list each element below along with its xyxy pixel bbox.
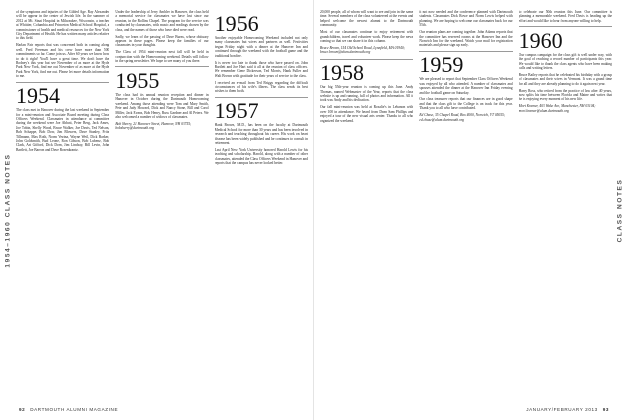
paragraph: of the symptoms and injuries of the Gilded Age. Ray Alexander will be appear in the center of Jewish life. In the summer of 2012 at Mt. Sinai Hospital in Milwaukee, Wisconsin, a teacher at Whittier, Columbia and Princeton Medical School Hospital, a commissioner of health and medical resources for the New York City Department of Health. He has written many articles relative to this field. (16, 10, 110, 41)
paragraph: I received an e-mail from Ted Briggs regarding the difficult circumstances of his wife's illness. The class sends its best wishes to them both. (214, 80, 308, 94)
divider (320, 59, 413, 60)
paragraph: Last April New York University honored Harold Lewis for his teaching and scholarship. Harold, along with a number of other classmates, attended the Class Officers Weekend in Hanover and reports that the campus has never looked better. (214, 148, 308, 166)
left-columns (16, 10, 308, 398)
paragraph: Most of our classmates continue to enjoy retirement with grandchildren, travel and volunteer work. Please keep the news coming so that we can share it in this column. (320, 30, 414, 43)
divider (419, 51, 512, 52)
class-secretary-contact: Bob Sherry, 21 Hanover Street, Hanover, NH 03755; bobsherry@dartmouth.org (115, 122, 192, 131)
right-columns (320, 10, 612, 398)
publication-date: JANUARY/FEBRUARY 2013 (526, 407, 598, 412)
paragraph: 20,000 people, all of whom will want to see and join in the same time. Several members of the class volunteered at the events and helped welcome the newest alumni to the Dartmouth community. (320, 10, 414, 28)
paragraph: Our big 55th-year reunion is coming up this June. Andy Thomas, named Webmaster of the Year, reports that the class website is up and running, full of photos and information. All it took was Andy and his dedication. (320, 85, 414, 103)
class-year-heading: 1958 (320, 60, 364, 86)
section-label-left: 1954–1960 CLASS NOTES (4, 152, 12, 268)
class-secretary-contact: Mort Kramer, 403 Wake Ave, Manchester, NH 03104; mort.kramer@alum.dartmouth.org (518, 104, 596, 113)
paragraph: to celebrate our 50th reunion this June. Our committee is planning a memorable weekend. Fred Davis is heading up the effort and would like to hear from anyone willing to help. (518, 10, 612, 23)
column-6 (519, 10, 612, 398)
divider (519, 26, 612, 27)
right-page (314, 0, 628, 420)
paragraph: The Class of 1954 mini-reunion next fall will be held in conjunction with the Homecoming weekend. Details will follow in the spring newsletter. We hope to see many of you there. (115, 50, 209, 64)
publication-name: DARTMOUTH ALUMNI MAGAZINE (30, 407, 119, 412)
class-year-heading: 1960 (518, 27, 563, 53)
class-secretary-contact: Ed Chase, 35 Chapel Road, Box 4000, Norwich, VT 05055; ed.chase@alum.dartmouth.org (419, 113, 506, 122)
column-4 (320, 10, 413, 398)
paragraph: Our campus campaign for the class gift is well under way, with the goal of reaching a record number of participants this year. We would like to thank the class agents who have been making calls and writing letters. (518, 52, 612, 71)
paragraph: Sadly, we learn of the passing of Dave Burns, whose obituary appears in these pages. Please keep the families of our classmates in your thoughts. (115, 34, 209, 48)
class-secretary-contact: Bruce Brown, 154 Old School Road, Lynnfield, MA 01940; bruce.brown@alum.dartmouth.org (320, 45, 405, 55)
paragraph: Harlan Fair reports that was concerned both in coming along well. Fred Freeman and his crew have more than 500 commitments so far. Come join us. After 60 years we know how to do it right! You'll have a great time. We don't have the Rodney's this year but see November of as more at the Hyde Park New York, find me out November of as more at the Hyde Park New York, find me out. Please let more details information to me. (16, 43, 110, 79)
class-year-heading: 1956 (214, 11, 259, 36)
column-5 (419, 10, 512, 398)
class-year-heading: 1957 (214, 98, 259, 124)
paragraph: it not now needed and the conference planned with Dartmouth students. Classmates Dick Rowe and Norm Lewis helped with planning. We are hoping to welcome our classmates back for our 55th. (419, 10, 513, 28)
divider (215, 97, 308, 98)
paragraph: Bruce Bailey reports that he celebrated his birthday with a group of classmates and their wives in Vermont. It was a grand time for all and they are already planning to do it again next year. (518, 72, 612, 86)
paragraph: Our fall mini-reunion was held at Rosalie's in Lebanon with over 100 in attendance. We heard from Dean Sam Phillips and enjoyed a tour of the new visual arts center. Thanks to all who organized the weekend. (320, 105, 414, 123)
paragraph: We are pleased to report that September Class Officers Weekend was enjoyed by all who attended. A number of classmates and spouses attended the dinner at the Hanover Inn Friday evening and the football game on Saturday. (419, 77, 513, 95)
page-number: 93 (602, 407, 609, 412)
paragraph: Our reunion plans are coming together. John Adams reports that the committee has reserved rooms at the Hanover Inn and the Norwich Inn for the weekend. Watch your mail for registration materials and please sign up early. (419, 30, 513, 48)
paragraph: It is never too late to thank those who have passed on. John Bartlett and Joe Hart said it all at the reunion of class officers. We remember Gene Dickerson, Ted Morris, Hank Fuller and Walt Brown with gratitude for their years of service to the class. (214, 60, 308, 78)
section-label-right: CLASS NOTES (616, 178, 624, 242)
paragraph: The class had its annual reunion reception and dinner in Hanover in October during the Dartmouth Homecoming weekend. Among those attending were Tom and Mary Smith, Pete and Judy Howard, Dick and Nancy Stone, Bill and Carol Miller, Jack Evans, Bob Henry, Russ Gardner and Al Peters. We also welcomed a number of widows of classmates. (115, 93, 209, 120)
paragraph: Hank Brown, M.D., has been on the faculty at Dartmouth Medical School for more than 30 years and has been involved in research and teaching throughout his career. His work on heart disease has been widely published and he continues to consult in retirement. (214, 123, 308, 146)
class-year-heading: 1954 (16, 83, 60, 109)
page-number: 92 (19, 407, 26, 412)
folio-right (526, 407, 612, 412)
divider (115, 66, 208, 67)
paragraph: Under the leadership of Jerry Ambler in Hanover, the class held a memorial service for classmates we have lost since our reunion, in the Rollins Chapel. The program for the service was conducted by classmates, with music and readings chosen by the class, and the names of those who have died were read. (115, 10, 209, 32)
paragraph: The class met in Hanover during the last weekend in September for a mini-reunion and Associate Board meeting during Class Officers Weekend. Classmates in attendance at committee during the weekend were Joe Abbott, Peter Berg, Jack Ames, Joe Tobin, Shelly Wood, Bruce Walker, Joe Davis, Ted Nelson, Bob Schappe, Bob Dow, Jim Blowers, Dave Stanley, Fritz Tillmann, Max Roth, Norm Vezina, Wayne Weil, Dick Barker, John Goldsmith, Bud Leone, Ron Gibson, Bob Lubenz, Bob Clark, Art Gifford, Dick Dorn, Jim Lindsay, Bill Levin, John Bartlett, Joe Barron and Dave Rosenkrantz. (16, 108, 110, 152)
divider (16, 82, 109, 83)
folio-left (16, 407, 118, 412)
column-1 (16, 10, 109, 398)
column-2 (115, 10, 208, 398)
paragraph: Harry Ross, who retired from the practice of law after 40 years, now splits his time between Florida and Maine and writes that he is enjoying every moment of his new life. (518, 88, 612, 102)
paragraph: Our class treasurer reports that our finances are in good shape and that the class gift to the College is on track for this year. Thank you to all who have contributed. (419, 97, 513, 111)
column-3 (215, 10, 308, 398)
class-year-heading: 1955 (115, 68, 160, 94)
class-year-heading: 1959 (419, 52, 464, 78)
paragraph: Another enjoyable Homecoming Weekend included not only many classmates but wives and partners as well. Festivities began Friday night with a dinner at the Hanover Inn and continued through the weekend with the football game and the traditional bonfire. (214, 36, 308, 58)
